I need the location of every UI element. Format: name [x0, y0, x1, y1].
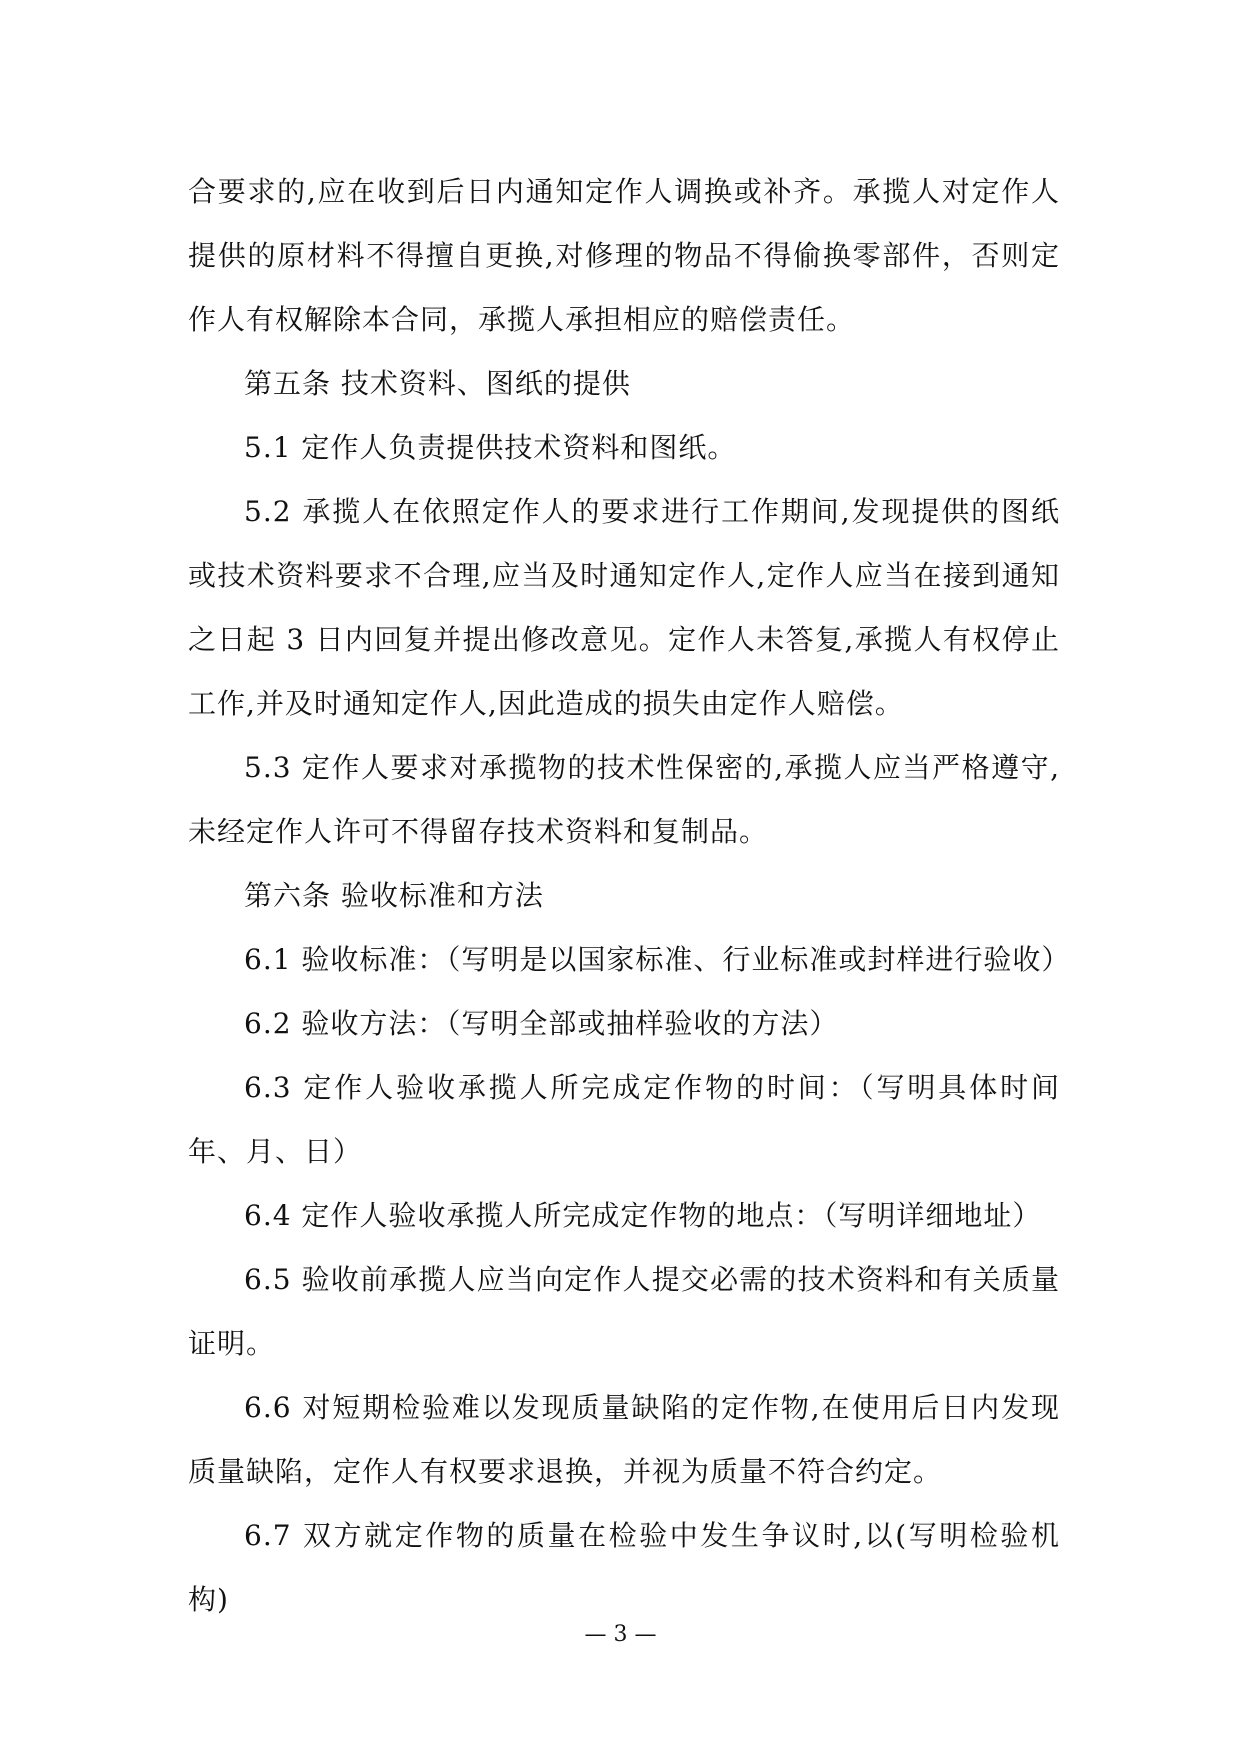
clause-5-2: 5.2 承揽人在依照定作人的要求进行工作期间,发现提供的图纸或技术资料要求不合理,应当及时通知定作人,定作人应当在接到通知之日起 3 日内回复并提出修改意见。定作人未答复,承揽人有权停止工作,并及时通知定作人,因此造成的损失由定作人赔偿。 [188, 495, 1060, 720]
page-number: — 3 — [584, 1622, 657, 1647]
clause-6-6: 6.6 对短期检验难以发现质量缺陷的定作物,在使用后日内发现质量缺陷，定作人有权要求退换，并视为质量不符合约定。 [188, 1391, 1060, 1488]
clause-6-5: 6.5 验收前承揽人应当向定作人提交必需的技术资料和有关质量证明。 [188, 1263, 1060, 1360]
clause-6-7: 6.7 双方就定作物的质量在检验中发生争议时,以(写明检验机构) [188, 1519, 1060, 1616]
clause-6-2: 6.2 验收方法：（写明全部或抽样验收的方法） [244, 1007, 839, 1040]
clause-6-1: 6.1 验收标准：（写明是以国家标准、行业标准或封样进行验收） [244, 943, 1071, 976]
article-5-heading: 第五条 技术资料、图纸的提供 [244, 367, 631, 400]
document-body [188, 160, 1071, 1632]
clause-6-3: 6.3 定作人验收承揽人所完成定作物的时间：（写明具体时间年、月、日） [188, 1071, 1060, 1168]
clause-6-4: 6.4 定作人验收承揽人所完成定作物的地点：（写明详细地址） [244, 1199, 1042, 1232]
paragraph-continuation: 合要求的,应在收到后日内通知定作人调换或补齐。承揽人对定作人提供的原材料不得擅自更换,对修理的物品不得偷换零部件，否则定作人有权解除本合同，承揽人承担相应的赔偿责任。 [188, 175, 1060, 336]
clause-5-1: 5.1 定作人负责提供技术资料和图纸。 [244, 431, 737, 464]
article-6-heading: 第六条 验收标准和方法 [244, 879, 544, 912]
clause-5-3: 5.3 定作人要求对承揽物的技术性保密的,承揽人应当严格遵守,未经定作人许可不得留存技术资料和复制品。 [188, 751, 1060, 848]
